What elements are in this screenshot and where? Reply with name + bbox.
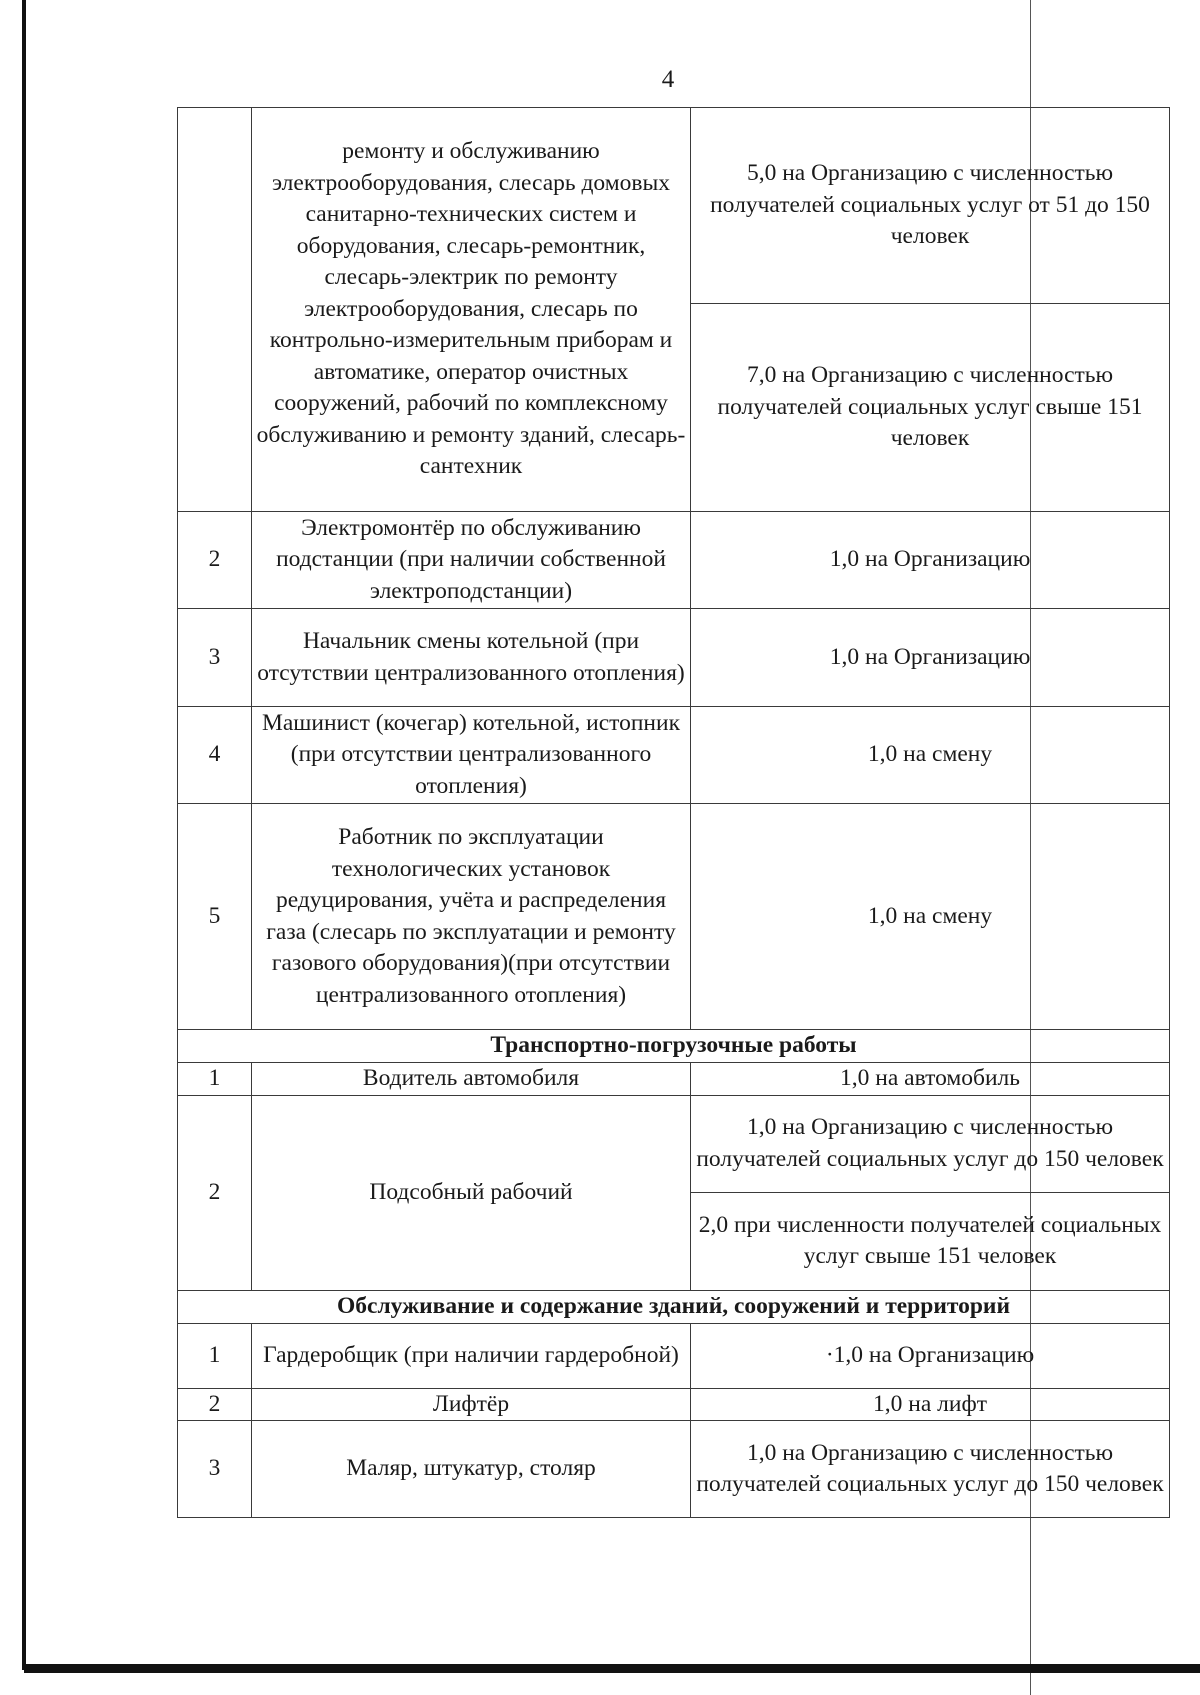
position-name: Лифтёр (252, 1388, 691, 1421)
staff-norm: 1,0 на лифт (691, 1388, 1170, 1421)
staff-norm: 1,0 на смену (691, 804, 1170, 1030)
position-name: Машинист (кочегар) котельной, истопник (при отсутствии централизованного отопления) (252, 707, 691, 804)
staff-norm: 1,0 на Организацию (691, 609, 1170, 707)
section-title: Транспортно-погрузочные работы (178, 1030, 1170, 1063)
table-row (178, 512, 1170, 609)
row-number: 2 (178, 1388, 252, 1421)
page-number: 4 (661, 66, 675, 93)
staff-norm: 1,0 на Организацию (691, 512, 1170, 609)
staff-norm: ·1,0 на Организацию (691, 1323, 1170, 1388)
table-row (178, 1323, 1170, 1388)
staff-norm: 2,0 при численности получателей социальных услуг свыше 151 человек (691, 1192, 1170, 1290)
table-row (178, 108, 1170, 304)
table-row (178, 1388, 1170, 1421)
section-header-row (178, 1290, 1170, 1323)
staff-norms-table (177, 107, 1170, 1518)
row-number (178, 108, 252, 512)
row-number: 2 (178, 1095, 252, 1290)
staff-norm: 1,0 на автомобиль (691, 1062, 1170, 1095)
staff-norm: 1,0 на смену (691, 707, 1170, 804)
section-header-row (178, 1030, 1170, 1063)
table-row (178, 707, 1170, 804)
staff-norm: 1,0 на Организацию с численностью получателей социальных услуг до 150 человек (691, 1095, 1170, 1192)
table-row (178, 1062, 1170, 1095)
position-name: Электромонтёр по обслуживанию подстанции (при наличии собственной электроподстанции) (252, 512, 691, 609)
staff-norm: 7,0 на Организацию с численностью получателей социальных услуг свыше 151 человек (691, 304, 1170, 512)
table-row (178, 609, 1170, 707)
row-number: 3 (178, 1421, 252, 1518)
row-number: 3 (178, 609, 252, 707)
table-row (178, 1095, 1170, 1192)
row-number: 4 (178, 707, 252, 804)
row-number: 2 (178, 512, 252, 609)
position-name: Гардеробщик (при наличии гардеробной) (252, 1323, 691, 1388)
position-name: Работник по эксплуатации технологических установок редуцирования, учёта и распределения газа (слесарь по эксплуатации и ремонту газового оборудования)(при отсутствии централизованного отопления) (252, 804, 691, 1030)
row-number: 1 (178, 1062, 252, 1095)
section-title: Обслуживание и содержание зданий, сооружений и территорий (178, 1290, 1170, 1323)
staff-norm: 5,0 на Организацию с численностью получателей социальных услуг от 51 до 150 человек (691, 108, 1170, 304)
row-number: 1 (178, 1323, 252, 1388)
table-row (178, 1421, 1170, 1518)
table-row (178, 804, 1170, 1030)
staff-norm: 1,0 на Организацию с численностью получателей социальных услуг до 150 человек (691, 1421, 1170, 1518)
row-number: 5 (178, 804, 252, 1030)
position-name: Подсобный рабочий (252, 1095, 691, 1290)
scan-left-edge (22, 0, 26, 1670)
position-name: Водитель автомобиля (252, 1062, 691, 1095)
position-name: Начальник смены котельной (при отсутствии централизованного отопления) (252, 609, 691, 707)
scan-bottom-border (24, 1664, 1200, 1673)
position-name: ремонту и обслуживанию электрооборудования, слесарь домовых санитарно-технических систем и оборудования, слесарь-ремонтник, слесарь-электрик по ремонту электрооборудования, слесарь по контрольно-измерительным приборам и автоматике, оператор очистных сооружений, рабочий по комплексному обслуживанию и ремонту зданий, слесарь-сантехник (252, 108, 691, 512)
position-name: Маляр, штукатур, столяр (252, 1421, 691, 1518)
